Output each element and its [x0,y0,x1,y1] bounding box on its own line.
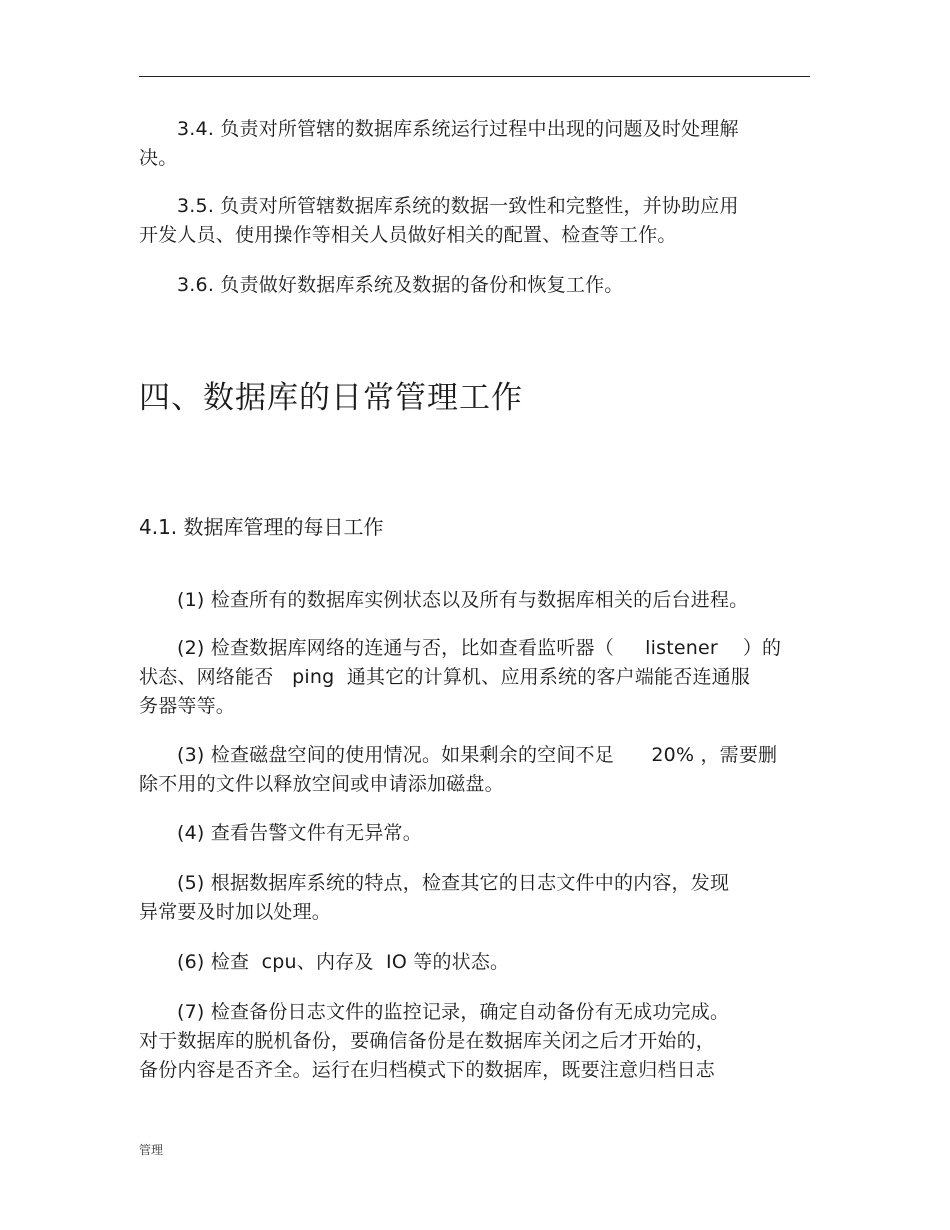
item-2-line-2: 状态、网络能否 ping 通其它的计算机、应用系统的客户端能否连通服 [139,666,751,688]
item-2-line-3: 务器等等。 [139,695,236,717]
item-7-line-1: (7) 检查备份日志文件的监控记录，确定自动备份有无成功完成。 [177,1001,730,1023]
item-7-line-2: 对于数据库的脱机备份，要确信备份是在数据库关闭之后才开始的， [139,1030,716,1052]
section-title: 四、数据库的日常管理工作 [139,380,523,416]
footer-text: 管理 [139,1143,164,1157]
paragraph-3-6-line-1: 3.6. 负责做好数据库系统及数据的备份和恢复工作。 [177,274,624,296]
item-3-line-1: (3) 检查磁盘空间的使用情况。如果剩余的空间不足 20% ，需要删 [177,744,778,766]
item-3-line-2: 除不用的文件以释放空间或申请添加磁盘。 [139,773,504,795]
header-rule [139,76,810,77]
item-2-line-1: (2) 检查数据库网络的连通与否，比如查看监听器（ listener ）的 [177,637,782,659]
paragraph-3-4-line-2: 决。 [139,147,178,169]
paragraph-3-5-line-1: 3.5. 负责对所管辖数据库系统的数据一致性和完整性，并协助应用 [177,195,739,217]
item-4-line-1: (4) 查看告警文件有无异常。 [177,822,422,844]
paragraph-3-4-line-1: 3.4. 负责对所管辖的数据库系统运行过程中出现的问题及时处理解 [177,118,739,140]
item-1-line-1: (1) 检查所有的数据库实例状态以及所有与数据库相关的后台进程。 [177,589,749,611]
item-5-line-1: (5) 根据数据库系统的特点，检查其它的日志文件中的内容，发现 [177,872,730,894]
item-6-line-1: (6) 检查 cpu、内存及 IO 等的状态。 [177,951,510,973]
paragraph-3-5-line-2: 开发人员、使用操作等相关人员做好相关的配置、检查等工作。 [139,224,677,246]
item-5-line-2: 异常要及时加以处理。 [139,901,332,923]
item-7-line-3: 备份内容是否齐全。运行在归档模式下的数据库，既要注意归档日志 [139,1059,716,1081]
subsection-title: 4.1. 数据库管理的每日工作 [139,515,384,539]
